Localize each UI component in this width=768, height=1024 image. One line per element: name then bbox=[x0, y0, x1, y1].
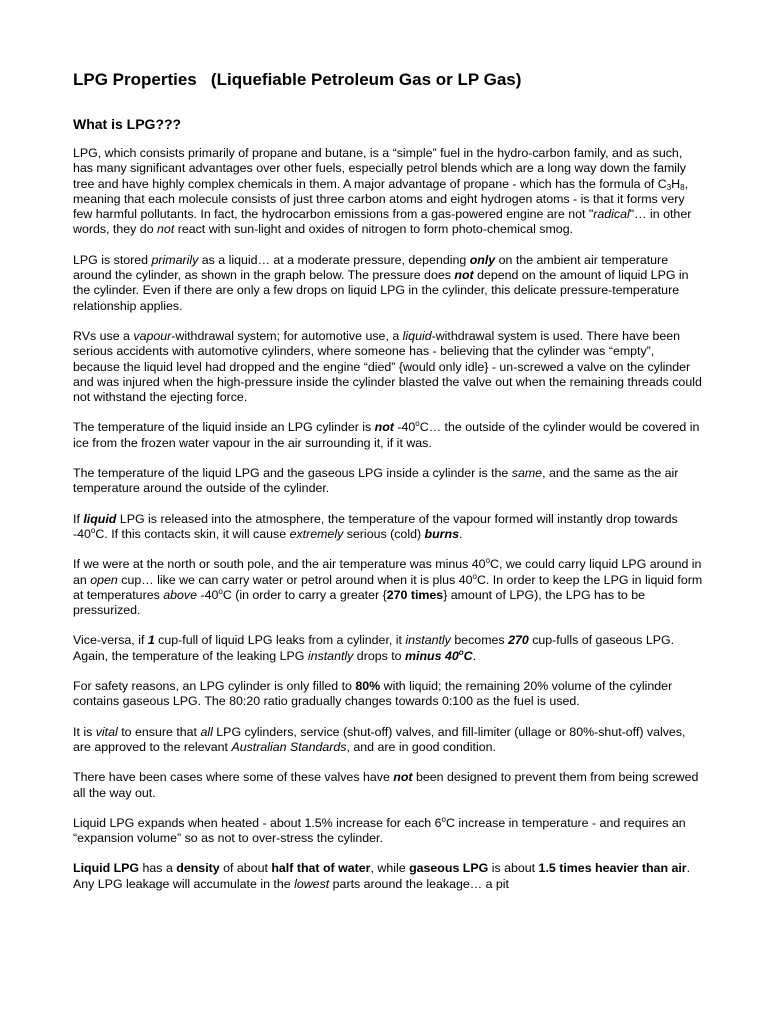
text-run: H bbox=[671, 176, 681, 191]
text-run: 1 bbox=[147, 633, 155, 648]
paragraph bbox=[73, 816, 703, 847]
text-run: , and the same as the air temperature around the outside of the cylinder. bbox=[73, 466, 679, 496]
section-heading: What is LPG??? bbox=[73, 116, 182, 132]
text-run: on the ambient air temperature around the cylinder, as shown in the graph below. The pressure does bbox=[73, 252, 669, 283]
text-run: . bbox=[472, 648, 477, 663]
paragraph bbox=[73, 633, 703, 664]
text-run: is about bbox=[488, 861, 539, 876]
text-run: not bbox=[454, 268, 474, 283]
text-run: drops to bbox=[353, 648, 406, 663]
document-title: LPG Properties (Liquefiable Petroleum Gas or LP Gas) bbox=[73, 70, 522, 89]
paragraph bbox=[73, 146, 703, 238]
text-run: liquid bbox=[402, 328, 432, 343]
text-run: density bbox=[176, 861, 220, 876]
text-run: Liquid LPG expands when heated - about 1.5% increase for each 6 bbox=[73, 815, 442, 830]
text-run: C (in order to carry a greater { bbox=[222, 587, 387, 602]
text-run: instantly bbox=[405, 633, 451, 648]
text-run: 270 times bbox=[386, 587, 444, 602]
text-run: extremely bbox=[289, 526, 344, 541]
text-run: 1.5 times heavier than air bbox=[538, 861, 687, 876]
text-run: all bbox=[200, 724, 213, 739]
text-run: cup-full of liquid LPG leaks from a cylinder, it bbox=[154, 633, 406, 648]
text-run: o bbox=[472, 571, 477, 581]
text-run: with liquid; the remaining 20% volume of the cylinder contains gaseous LPG. The 80:20 ratio gradually changes towards 0:100 as the fuel is used. bbox=[73, 679, 673, 709]
paragraph bbox=[73, 861, 703, 892]
text-run: vapour bbox=[133, 328, 172, 343]
paragraph bbox=[73, 725, 703, 756]
text-run: , and are in good condition. bbox=[346, 739, 496, 754]
text-run: gaseous LPG bbox=[409, 861, 489, 876]
paragraph bbox=[73, 466, 703, 497]
text-run: 8 bbox=[680, 182, 685, 192]
text-run: primarily bbox=[151, 252, 199, 267]
text-run: If bbox=[73, 511, 84, 526]
text-run: It is bbox=[73, 724, 96, 739]
text-run: cup… like we can carry water or petrol around when it is plus 40 bbox=[117, 572, 473, 587]
text-run: , while bbox=[370, 861, 410, 876]
text-run: above bbox=[163, 587, 197, 602]
text-run: RVs use a bbox=[73, 328, 134, 343]
text-run: 270 bbox=[508, 633, 529, 648]
text-run: -40 bbox=[197, 587, 219, 602]
text-run: LPG cylinders, service (shut-off) valves, and fill-limiter (ullage or 80%-shut-off) valves, are approved to the relevant bbox=[73, 724, 686, 754]
text-run: The temperature of the liquid LPG and the gaseous LPG inside a cylinder is the bbox=[73, 466, 512, 481]
text-run: becomes bbox=[450, 633, 509, 648]
text-run: 3 bbox=[666, 182, 672, 192]
text-run: not bbox=[393, 770, 413, 785]
text-run: radical bbox=[593, 207, 630, 222]
text-run: o bbox=[90, 525, 96, 535]
text-run: vital bbox=[95, 724, 118, 739]
text-run: as a liquid… at a moderate pressure, depending bbox=[198, 252, 470, 267]
text-run: o bbox=[485, 556, 491, 566]
document-body bbox=[73, 146, 703, 892]
text-run: react with sun-light and oxides of nitrogen to form photo-chemical smog. bbox=[174, 222, 574, 237]
text-run: half that of water bbox=[271, 861, 371, 876]
text-run: C… the outside of the cylinder would be covered in ice from the frozen water vapour in the air surrounding it, if it was. bbox=[73, 420, 700, 450]
text-run: There have been cases where some of these valves have bbox=[73, 770, 394, 785]
paragraph bbox=[73, 679, 703, 710]
text-run: The temperature of the liquid inside an LPG cylinder is bbox=[73, 420, 375, 435]
text-run: LPG, which consists primarily of propane and butane, is a “simple” fuel in the hydro-carbon family, and as such, has many significant advantages over other fuels, especially petrol blends which are a long way down the family tree and have highly complex chemicals in them. A major advantage of propane - which has the formula of C bbox=[73, 146, 686, 191]
text-run: Vice-versa, if bbox=[73, 633, 148, 648]
text-run: not bbox=[374, 420, 394, 435]
text-run: o bbox=[458, 647, 464, 657]
paragraph bbox=[73, 512, 703, 543]
text-run: to ensure that bbox=[117, 724, 201, 739]
text-run: depend on the amount of liquid LPG in the cylinder. Even if there are only a few drops on liquid LPG in the cylinder, this delicate pressure-temperature relationship applies. bbox=[73, 268, 689, 313]
paragraph bbox=[73, 770, 703, 801]
text-run: -40 bbox=[393, 420, 416, 435]
text-run: not bbox=[157, 222, 175, 237]
paragraph bbox=[73, 420, 703, 451]
text-run: . bbox=[458, 526, 463, 541]
text-run: o bbox=[218, 586, 223, 596]
text-run: liquid bbox=[83, 511, 117, 526]
text-run: of about bbox=[219, 861, 272, 876]
paragraph bbox=[73, 253, 703, 314]
text-run: -withdrawal system; for automotive use, a bbox=[171, 328, 403, 343]
text-run: same bbox=[511, 466, 543, 481]
text-run: open bbox=[90, 572, 118, 587]
text-run: 80% bbox=[355, 679, 381, 694]
text-run: C bbox=[463, 648, 473, 663]
text-run: Australian Standards bbox=[231, 739, 347, 754]
text-run: C. If this contacts skin, it will cause bbox=[95, 526, 290, 541]
text-run: parts around the leakage… a pit bbox=[329, 876, 509, 891]
text-run: LPG is stored bbox=[73, 252, 152, 267]
text-run: Liquid LPG bbox=[73, 861, 140, 876]
text-run: C, we could carry liquid LPG around in an bbox=[73, 557, 702, 587]
text-run: -withdrawal system is used. There have been serious accidents with automotive cylinders, where someone has - believing that the cylinder was “empty”, because the liquid level had dropped and the engine “died” {would only idle} - un-screwed a valve on the cylinder and was injured when the high-pressure inside the cylinder blasted the valve out when the remaining threads could not withstand the ejecting force. bbox=[73, 328, 702, 405]
text-run: been designed to prevent them from being screwed all the way out. bbox=[73, 770, 699, 800]
text-run: } amount of LPG), the LPG has to be pressurized. bbox=[73, 587, 646, 618]
text-run: burns bbox=[424, 526, 459, 541]
text-run: C increase in temperature - and requires an “expansion volume” so as not to over-stress the cylinder. bbox=[73, 815, 686, 846]
text-run: "… in other words, they do bbox=[73, 207, 692, 237]
text-run: minus 40 bbox=[405, 648, 459, 663]
text-run: If we were at the north or south pole, and the air temperature was minus 40 bbox=[73, 557, 486, 572]
text-run: , meaning that each molecule consists of just three carbon atoms and eight hydrogen atoms - is that it forms very few harmful pollutants. In fact, the hydrocarbon emissions from a gas-powered engine are not " bbox=[73, 176, 689, 222]
text-run: cup-fulls of gaseous LPG. Again, the temperature of the leaking LPG bbox=[73, 633, 675, 663]
paragraph bbox=[73, 329, 703, 405]
document-page bbox=[73, 70, 703, 907]
text-run: . Any LPG leakage will accumulate in the bbox=[73, 861, 691, 891]
text-run: C. In order to keep the LPG in liquid form at temperatures bbox=[73, 572, 703, 602]
text-run: LPG is released into the atmosphere, the temperature of the vapour formed will instantly drop towards -40 bbox=[73, 511, 678, 541]
paragraph bbox=[73, 557, 703, 618]
text-run: instantly bbox=[307, 648, 354, 663]
text-run: o bbox=[441, 814, 446, 824]
text-run: serious (cold) bbox=[343, 526, 425, 541]
text-run: only bbox=[469, 252, 496, 267]
text-run: o bbox=[415, 419, 420, 429]
text-run: lowest bbox=[294, 876, 330, 891]
text-run: For safety reasons, an LPG cylinder is only filled to bbox=[73, 679, 356, 694]
text-run: has a bbox=[139, 861, 177, 876]
